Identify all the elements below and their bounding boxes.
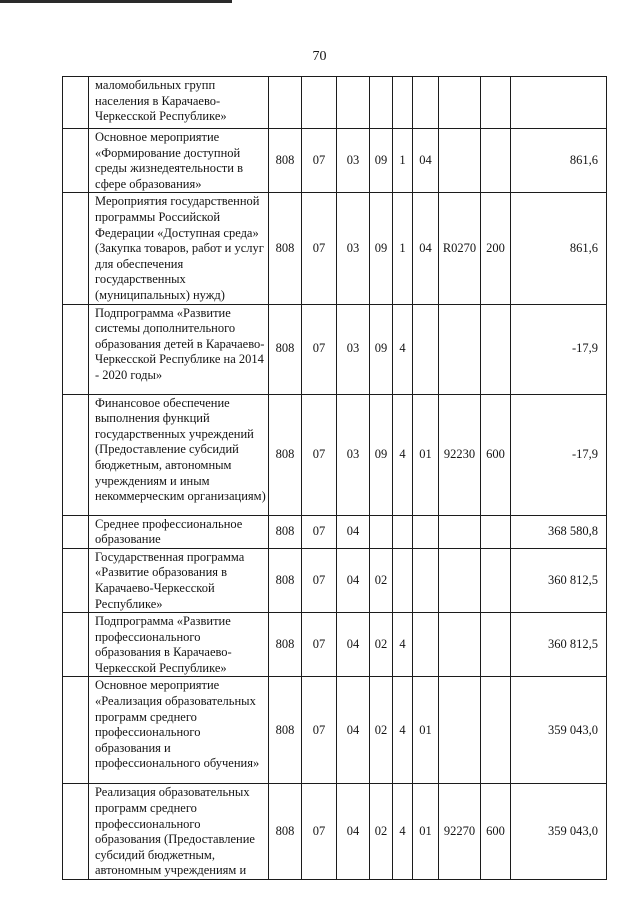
table-row (63, 515, 607, 548)
page-number: 70 (312, 49, 327, 64)
row-number-cell (63, 677, 89, 784)
expense-type-cell (481, 77, 511, 129)
direction-cell: R0270 (439, 193, 481, 304)
scan-top-edge (0, 0, 232, 3)
program-cell (370, 515, 393, 548)
event-cell: 04 (413, 129, 439, 193)
event-cell (413, 77, 439, 129)
program-cell: 09 (370, 394, 393, 515)
row-number-cell (63, 193, 89, 304)
amount-cell: 359 043,0 (511, 784, 607, 880)
subsection-cell: 04 (337, 548, 370, 612)
direction-cell: 92270 (439, 784, 481, 880)
event-cell: 04 (413, 193, 439, 304)
admin-code-cell: 808 (269, 304, 302, 394)
subsection-cell: 04 (337, 613, 370, 677)
table-row (63, 129, 607, 193)
direction-cell (439, 677, 481, 784)
item-name-cell: маломобильных групп населения в Карачаево-Черкесской Республике» (89, 77, 269, 129)
program-cell: 02 (370, 613, 393, 677)
row-number-cell (63, 304, 89, 394)
event-cell (413, 304, 439, 394)
section-cell: 07 (302, 548, 337, 612)
item-name-cell: Основное мероприятие «Реализация образовательных программ среднего профессионального образования и профессионального обучения» (89, 677, 269, 784)
section-cell: 07 (302, 784, 337, 880)
row-number-cell (63, 784, 89, 880)
program-cell (370, 77, 393, 129)
subprogram-cell: 1 (393, 193, 413, 304)
amount-cell: 360 812,5 (511, 613, 607, 677)
table-row (63, 193, 607, 304)
subsection-cell: 03 (337, 129, 370, 193)
amount-cell: 368 580,8 (511, 515, 607, 548)
admin-code-cell: 808 (269, 129, 302, 193)
program-cell: 02 (370, 677, 393, 784)
amount-cell: 861,6 (511, 193, 607, 304)
amount-cell: 861,6 (511, 129, 607, 193)
subsection-cell (337, 77, 370, 129)
table-row (63, 677, 607, 784)
admin-code-cell: 808 (269, 515, 302, 548)
admin-code-cell: 808 (269, 677, 302, 784)
amount-cell: 360 812,5 (511, 548, 607, 612)
subsection-cell: 04 (337, 515, 370, 548)
expense-type-cell (481, 613, 511, 677)
table-row (63, 784, 607, 880)
amount-cell: 359 043,0 (511, 677, 607, 784)
item-name-cell: Финансовое обеспечение выполнения функций государственных учреждений (Предоставление субсидий бюджетным, автономным учреждениям и иным некоммерческим организациям) (89, 394, 269, 515)
row-number-cell (63, 515, 89, 548)
budget-table (62, 76, 607, 880)
event-cell: 01 (413, 784, 439, 880)
section-cell: 07 (302, 129, 337, 193)
subprogram-cell: 4 (393, 613, 413, 677)
program-cell: 09 (370, 193, 393, 304)
subprogram-cell: 4 (393, 677, 413, 784)
expense-type-cell (481, 304, 511, 394)
item-name-cell: Мероприятия государственной программы Российской Федерации «Доступная среда» (Закупка товаров, работ и услуг для обеспечения государственных (муниципальных) нужд) (89, 193, 269, 304)
row-number-cell (63, 77, 89, 129)
admin-code-cell: 808 (269, 193, 302, 304)
event-cell (413, 515, 439, 548)
admin-code-cell: 808 (269, 548, 302, 612)
admin-code-cell (269, 77, 302, 129)
budget-table-body (63, 77, 607, 880)
program-cell: 02 (370, 548, 393, 612)
table-row (63, 394, 607, 515)
expense-type-cell (481, 548, 511, 612)
section-cell: 07 (302, 394, 337, 515)
section-cell: 07 (302, 515, 337, 548)
section-cell: 07 (302, 304, 337, 394)
subsection-cell: 03 (337, 304, 370, 394)
subprogram-cell: 4 (393, 784, 413, 880)
table-row (63, 304, 607, 394)
program-cell: 09 (370, 304, 393, 394)
subprogram-cell: 4 (393, 304, 413, 394)
direction-cell (439, 304, 481, 394)
section-cell: 07 (302, 193, 337, 304)
expense-type-cell: 200 (481, 193, 511, 304)
expense-type-cell (481, 129, 511, 193)
row-number-cell (63, 548, 89, 612)
subprogram-cell (393, 77, 413, 129)
row-number-cell (63, 129, 89, 193)
item-name-cell: Реализация образовательных программ среднего профессионального образования (Предоставление субсидий бюджетным, автономным учреждениям и (89, 784, 269, 880)
event-cell (413, 548, 439, 612)
direction-cell (439, 129, 481, 193)
amount-cell (511, 77, 607, 129)
direction-cell (439, 613, 481, 677)
program-cell: 09 (370, 129, 393, 193)
direction-cell: 92230 (439, 394, 481, 515)
item-name-cell: Государственная программа «Развитие образования в Карачаево-Черкесской Республике» (89, 548, 269, 612)
row-number-cell (63, 613, 89, 677)
row-number-cell (63, 394, 89, 515)
subprogram-cell (393, 548, 413, 612)
admin-code-cell: 808 (269, 613, 302, 677)
table-row (63, 77, 607, 129)
subsection-cell: 04 (337, 677, 370, 784)
expense-type-cell (481, 677, 511, 784)
subsection-cell: 03 (337, 394, 370, 515)
program-cell: 02 (370, 784, 393, 880)
subprogram-cell (393, 515, 413, 548)
admin-code-cell: 808 (269, 394, 302, 515)
item-name-cell: Подпрограмма «Развитие профессионального образования в Карачаево-Черкесской Республике» (89, 613, 269, 677)
expense-type-cell: 600 (481, 394, 511, 515)
event-cell: 01 (413, 677, 439, 784)
subsection-cell: 04 (337, 784, 370, 880)
subprogram-cell: 1 (393, 129, 413, 193)
expense-type-cell: 600 (481, 784, 511, 880)
direction-cell (439, 77, 481, 129)
section-cell: 07 (302, 613, 337, 677)
section-cell: 07 (302, 677, 337, 784)
section-cell (302, 77, 337, 129)
amount-cell: -17,9 (511, 394, 607, 515)
item-name-cell: Основное мероприятие «Формирование доступной среды жизнедеятельности в сфере образования» (89, 129, 269, 193)
event-cell (413, 613, 439, 677)
subsection-cell: 03 (337, 193, 370, 304)
table-row (63, 613, 607, 677)
admin-code-cell: 808 (269, 784, 302, 880)
expense-type-cell (481, 515, 511, 548)
event-cell: 01 (413, 394, 439, 515)
direction-cell (439, 515, 481, 548)
amount-cell: -17,9 (511, 304, 607, 394)
direction-cell (439, 548, 481, 612)
subprogram-cell: 4 (393, 394, 413, 515)
item-name-cell: Подпрограмма «Развитие системы дополнительного образования детей в Карачаево-Черкесской Республике на 2014 - 2020 годы» (89, 304, 269, 394)
table-row (63, 548, 607, 612)
item-name-cell: Среднее профессиональное образование (89, 515, 269, 548)
